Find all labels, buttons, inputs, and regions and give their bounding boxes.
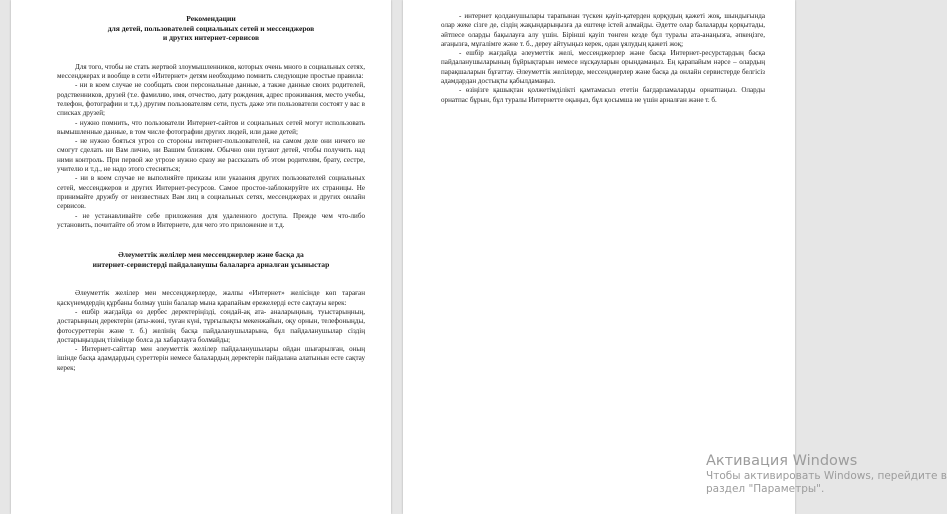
title-line: интернет-сервистерді пайдаланушы балаларға арналған ұсыныстар — [92, 259, 330, 269]
page-title — [57, 14, 365, 43]
document-page-left — [11, 0, 391, 514]
kz-rule-paragraph: - Интернет-сайттар мен әлеуметтік желілер пайдаланушылары ойдан шығарылған, оның ішінде басқа адамдардың суреттерін немесе балалардың деректерін пайдалана алатынын есте сақтау керек; — [57, 345, 365, 372]
title-line: и других интернет-сервисов — [162, 33, 260, 43]
watermark-title: Активация Windows — [706, 453, 858, 469]
intro-paragraph: Для того, чтобы не стать жертвой злоумышленников, которых очень много в социальных сетях, мессенджерах и вообще в сети «Интернет» детям необходимо помнить следующие простые правила: — [57, 62, 365, 81]
kz-rule-paragraph: - ешбір жағдайда әлеуметтік желі, мессенджерлер және басқа Интернет-ресурстардың басқа пайдаланушыларының бұйрықтарын немесе нұсқауларын орындамаңыз. Ең қарапайым нәрсе – олардың парақшаларын бұғаттау. Әлеуметтік желілерде, мессенджерлер және басқа да онлайн сервистерде белгісіз адамдардан достықты қабылдамаңыз. — [441, 49, 765, 86]
kz-section-title — [57, 250, 365, 269]
rule-paragraph: - нужно помнить, что пользователи Интернет-сайтов и социальных сетей могут использовать вымышленные данные, в том числе фотографии других людей, или даже детей; — [57, 118, 365, 136]
kz-intro-paragraph: Әлеуметтік желілер мен мессенджерлерде, жалпы «Интернет» желісінде көп тараған қаскүнемдердің құрбаны болмау үшін балалар мына қарапайым ережелерді есте сақтауы керек: — [57, 289, 365, 307]
document-page-right — [403, 0, 795, 514]
kz-rule-paragraph: - өзіңізге қашықтан қолжетімділікті қамтамасыз ететін бағдарламаларды орнатпаңыз. Оларды орнатпас бұрын, бұл туралы Интернетте оқыңыз, бұл қосымша не үшін арналған және т. б. — [441, 86, 765, 104]
rule-paragraph: - ни в коем случае не выполняйте приказы или указания других пользователей социальных сетей, мессенджеров и других Интернет-ресурсов. Самое простое-заблокируйте их страницы. Не принимайте дружбу от неизвестных Вам лиц в социальных сетях, мессенджерах и других онлайн сервисов. — [57, 174, 365, 211]
watermark-line: Чтобы активировать Windows, перейдите в — [706, 470, 947, 482]
rule-paragraph: - не нужно бояться угроз со стороны интернет-пользователей, на самом деле они ничего не смогут сделать ни Вам лично, ни Вашим близким. Обычно они пугают детей, чтобы получить над ними контроль. При первой же угрозе нужно сразу же рассказать об этом родителям, брату, сестре, учителю и т.д., не надо этого стесняться; — [57, 137, 365, 174]
title-line: Әлеуметтік желілер мен мессенджерлер және басқа да — [118, 250, 304, 260]
watermark-line: раздел "Параметры". — [706, 483, 825, 495]
title-line: Рекомендации — [186, 14, 236, 23]
rule-paragraph: - ни в коем случае не сообщать свои персональные данные, а также данные своих родителей, родственников, друзей (т.е. фамилию, имя, отчество, дату рождения, адрес проживания, место учебы, телефон, фотографии и т.д.) другим пользователям сети, пусть даже эти пользователи состоят у вас в списках друзей; — [57, 81, 365, 118]
rule-paragraph: - не устанавливайте себе приложения для удаленного доступа. Прежде чем что-либо установить, почитайте об этом в Интернете, для чего это приложение и т.д. — [57, 211, 365, 229]
kz-rule-paragraph: - интернет қолданушылары тарапынан түскен қауіп-қатерден қорқудың қажеті жоқ, шындығында олар жеке сізге де, сіздің жақындарыңызға да ештеңе істей алмайды. Әдетте олар балаларды қорқытады, әйтпесе оларды бақылауға алу үшін. Бірінші қауіп төнген кезде бұл туралы ата-анаңызға, әпкеңізге, ағаңызға, мұғалімге және т. б., дереу айтуыңыз керек, одан ұялудың қажеті жоқ; — [441, 12, 765, 48]
title-line: для детей, пользователей социальных сетей и мессенджеров — [107, 23, 315, 33]
kz-rule-paragraph: - ешбір жағдайда өз дербес деректеріңізді, сондай-ақ ата- аналарыңның, туыстарыңның, достарыңның деректерін (аты-жөні, туған күні, тұрғылықты мекенжайын, оқу орнын, телефоныңды, фотосуреттерін және т. б.) желінің басқа пайдаланушыларына, бұл пайдаланушылар сіздің достарыңыздың тізімінде болса да хабарлауға болмайды; — [57, 307, 365, 344]
windows-activation-watermark — [706, 452, 947, 496]
